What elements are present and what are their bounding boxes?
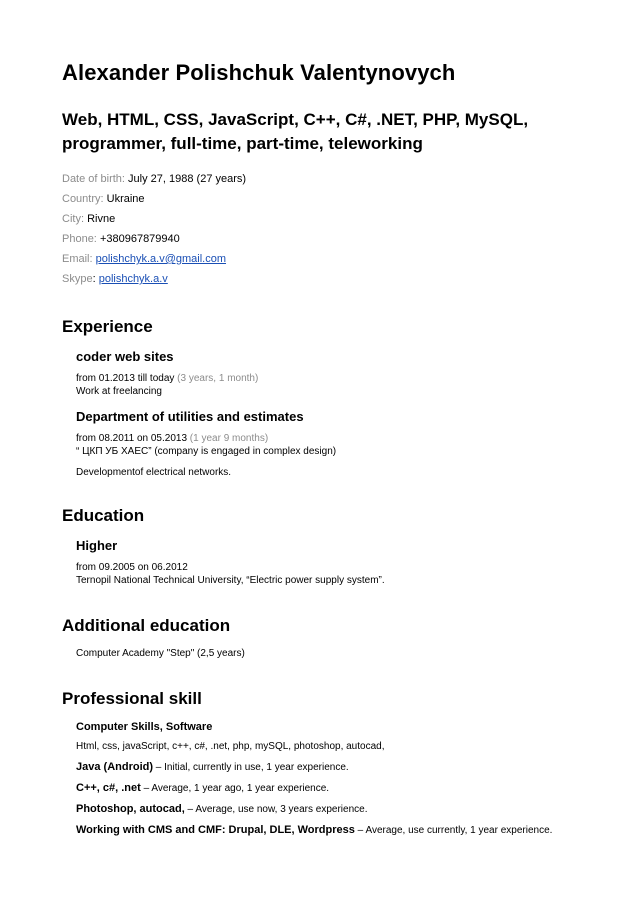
job-entry: [76, 348, 622, 398]
skill-level: – Average, 1 year ago, 1 year experience.: [140, 783, 330, 794]
skill-level: – Average, use currently, 1 year experience.: [354, 825, 553, 836]
professional-skill-section: [62, 688, 622, 838]
skill-name: Working with CMS and CMF: Drupal, DLE, Wordpress: [76, 824, 355, 836]
education-level: Higher: [76, 538, 118, 553]
additional-education-section: [62, 615, 622, 660]
skill-item: [76, 823, 622, 838]
city-label: City:: [62, 213, 84, 225]
dob-value: July 27, 1988 (27 years): [128, 173, 247, 185]
position-subtitle: Web, HTML, CSS, JavaScript, C++, C#, .NET, PHP, MySQL, programmer, full-time, part-time, teleworking: [62, 110, 529, 153]
job-description: Work at freelancing: [76, 386, 162, 397]
job-company: “ ЦКП УБ ХАЕС” (company is engaged in complex design): [76, 446, 337, 457]
personal-details: [62, 170, 622, 290]
experience-heading: Experience: [62, 317, 153, 336]
country-value: Ukraine: [106, 193, 145, 205]
additional-education-heading: Additional education: [62, 616, 231, 635]
email-link[interactable]: polishchyk.a.v@gmail.com: [95, 253, 227, 265]
country-label: Country:: [62, 193, 104, 205]
email-label: Email:: [62, 253, 93, 265]
skill-name: Java (Android): [76, 761, 154, 773]
additional-education-item: Computer Academy "Step" (2,5 years): [76, 648, 245, 659]
skill-name: C++, c#, .net: [76, 782, 141, 794]
job-title: coder web sites: [76, 349, 174, 364]
phone-label: Phone:: [62, 233, 97, 245]
skype-colon: :: [92, 273, 96, 285]
skill-item: [76, 760, 622, 775]
phone-row: [62, 230, 622, 250]
job-duration: (3 years, 1 month): [177, 373, 259, 384]
experience-list: [76, 348, 622, 479]
skype-label: Skype: [62, 273, 93, 285]
skype-row: [62, 270, 622, 290]
dob-row: [62, 170, 622, 190]
education-institution: Ternopil National Technical University, “Electric power supply system”.: [76, 575, 385, 586]
email-row: [62, 250, 622, 270]
job-description: Developmentof electrical networks.: [76, 467, 232, 478]
phone-value: +380967879940: [99, 233, 180, 245]
job-period: from 08.2011 on 05.2013: [76, 433, 188, 444]
city-value: Rivne: [87, 213, 116, 225]
professional-skill-heading: Professional skill: [62, 689, 202, 708]
skills-subheading: Computer Skills, Software: [76, 721, 213, 733]
job-duration: (1 year 9 months): [189, 433, 269, 444]
job-period-row: [76, 432, 622, 445]
skype-link[interactable]: polishchyk.a.v: [98, 273, 168, 285]
skill-item: [76, 802, 622, 817]
skill-level: – Initial, currently in use, 1 year experience.: [153, 762, 349, 773]
skill-level: – Average, use now, 3 years experience.: [184, 804, 368, 815]
skill-item: [76, 781, 622, 796]
education-period: from 09.2005 on 06.2012: [76, 562, 188, 573]
education-heading: Education: [62, 506, 145, 525]
resume-page: [62, 58, 622, 838]
education-entry: [76, 537, 622, 587]
job-entry: [76, 408, 622, 479]
job-period-row: [76, 372, 622, 385]
experience-section: [62, 316, 622, 479]
country-row: [62, 190, 622, 210]
skills-list: [76, 720, 622, 838]
skills-summary: Html, css, javaScript, c++, c#, .net, php, mySQL, photoshop, autocad,: [76, 741, 385, 752]
education-section: [62, 505, 622, 587]
city-row: [62, 210, 622, 230]
job-title: Department of utilities and estimates: [76, 409, 304, 424]
skill-name: Photoshop, autocad,: [76, 803, 185, 815]
candidate-name: Alexander Polishchuk Valentynovych: [62, 60, 456, 85]
job-period: from 01.2013 till today: [76, 373, 175, 384]
dob-label: Date of birth:: [62, 173, 125, 185]
